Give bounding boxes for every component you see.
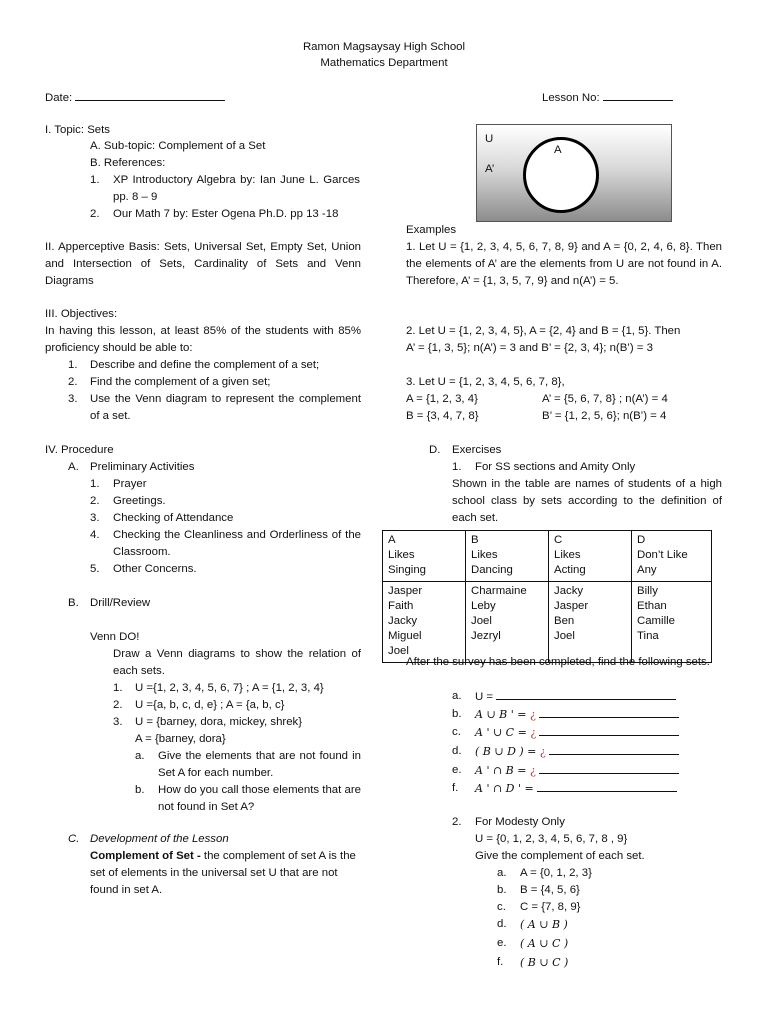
complement-item: C = {7, 8, 9} — [520, 901, 581, 913]
example-3-set-b: B = {3, 4, 7, 8} — [406, 410, 479, 422]
find-item — [475, 688, 676, 706]
answer-blank — [539, 762, 679, 774]
venn-universal-label: U — [485, 133, 494, 145]
procedure-heading: IV. Procedure — [45, 444, 114, 456]
answer-blank — [539, 724, 679, 736]
objective-item: Use the Venn diagram to represent the complement of a set. — [90, 393, 361, 422]
exercises-heading: Exercises — [452, 444, 502, 456]
set-desc: Likes — [471, 549, 498, 561]
example-3-set-b-complement: B’ = {1, 2, 5, 6}; n(B’) = 4 — [542, 410, 667, 422]
student-name: Jasper — [554, 600, 589, 612]
school-name: Ramon Magsaysay High School — [302, 41, 466, 53]
exercises-letter: D. — [429, 444, 441, 456]
dev-letter: C. — [68, 833, 80, 845]
exercise-part2-num: 2. — [452, 816, 462, 828]
student-name: Tina — [637, 630, 659, 642]
student-name: Jezryl — [471, 630, 501, 642]
drill-item: U = {barney, dora, mickey, shrek} — [135, 716, 303, 728]
venn-do-title: Venn DO! — [90, 631, 140, 643]
set-desc: Don’t Like — [637, 549, 688, 561]
find-item — [475, 780, 677, 798]
complement-item: B = {4, 5, 6} — [520, 884, 580, 896]
student-name: Camille — [637, 615, 675, 627]
student-name: Ben — [554, 615, 575, 627]
ref-num: 2. — [90, 208, 100, 220]
prelim-label: Preliminary Activities — [90, 461, 195, 473]
after-survey-text: After the survey has been completed, find the following sets. — [406, 656, 710, 668]
drill-question: Give the elements that are not found in Set A for each number. — [158, 750, 361, 779]
student-name: Jacky — [554, 585, 584, 597]
answer-blank — [496, 688, 676, 700]
prelim-item: Checking the Cleanliness and Orderliness of the Classroom. — [113, 529, 361, 558]
find-item-expr: A ' ∩ D ' = — [475, 782, 534, 795]
set-desc: Dancing — [471, 564, 513, 576]
lesson-no-field — [542, 89, 673, 107]
venn-complement-label: A’ — [485, 163, 495, 175]
red-glyph: ¿ — [530, 726, 537, 739]
drill-label: Drill/Review — [90, 597, 151, 609]
complement-item: ( A ∪ C ) — [520, 937, 569, 950]
exercise-part1-intro: Shown in the table are names of students of a high school class by sets according to the definition of each set. — [452, 478, 722, 524]
find-item-letter: e. — [452, 764, 462, 776]
student-name: Jasper — [388, 585, 423, 597]
drill-item: U ={1, 2, 3, 4, 5, 6, 7} ; A = {1, 2, 3, 4} — [135, 682, 324, 694]
complement-item: ( A ∪ B ) — [520, 918, 568, 931]
drill-item-sub: A = {barney, dora} — [135, 733, 226, 745]
student-name: Billy — [637, 585, 658, 597]
table-header-cell — [466, 531, 549, 582]
set-desc: Any — [637, 564, 657, 576]
example-3-set-a-complement: A’ = {5, 6, 7, 8} ; n(A’) = 4 — [542, 393, 668, 405]
topic-heading: I. Topic: Sets — [45, 124, 110, 136]
prelim-num: 3. — [90, 512, 100, 524]
set-desc: Likes — [388, 549, 415, 561]
red-glyph: ¿ — [529, 764, 536, 777]
table-header-row — [383, 531, 712, 582]
find-item-letter: a. — [452, 690, 462, 702]
objectives-intro: In having this lesson, at least 85% of the students with 85% proficiency should be able to: — [45, 325, 361, 354]
definition-text: the complement of set A is the set of elements in the universal set U that are not found in set A. — [90, 850, 356, 896]
exercise-part2-label: For Modesty Only — [475, 816, 565, 828]
drill-letter: B. — [68, 597, 79, 609]
student-name: Leby — [471, 600, 496, 612]
drill-item: U ={a, b, c, d, e} ; A = {a, b, c} — [135, 699, 285, 711]
table-header-cell — [632, 531, 712, 582]
reference-item: XP Introductory Algebra by: Ian June L. Garces pp. 8 – 9 — [113, 174, 360, 203]
table-cell — [549, 582, 632, 663]
red-glyph: ¿ — [539, 745, 546, 758]
example-2-line2: A’ = {1, 3, 5}; n(A’) = 3 and B’ = {2, 3, 4}; n(B’) = 3 — [406, 342, 653, 354]
prelim-item: Greetings. — [113, 495, 166, 507]
example-3-set-a: A = {1, 2, 3, 4} — [406, 393, 478, 405]
set-desc: Likes — [554, 549, 581, 561]
find-item — [475, 706, 679, 724]
prelim-num: 2. — [90, 495, 100, 507]
complement-item-letter: e. — [497, 937, 507, 949]
find-item-expr: A ∪ B ' = ¿ — [475, 708, 536, 721]
complement-item-letter: c. — [497, 901, 506, 913]
objective-num: 1. — [68, 359, 78, 371]
subtopic: A. Sub-topic: Complement of a Set — [90, 140, 266, 152]
student-name: Joel — [554, 630, 575, 642]
drill-num: 2. — [113, 699, 123, 711]
dev-label: Development of the Lesson — [90, 833, 229, 845]
exercise-part2-universe: U = {0, 1, 2, 3, 4, 5, 6, 7, 8 , 9} — [475, 833, 628, 845]
examples-heading: Examples — [406, 224, 457, 236]
drill-question-letter: b. — [135, 784, 145, 796]
prelim-letter: A. — [68, 461, 79, 473]
table-header-cell — [383, 531, 466, 582]
student-name: Charmaine — [471, 585, 527, 597]
venn-instruction: Draw a Venn diagrams to show the relation of each sets. — [113, 648, 361, 677]
find-item-expr: ( B ∪ D ) = ¿ — [475, 745, 546, 758]
student-sets-table — [382, 530, 712, 663]
lesson-no-blank — [603, 89, 673, 101]
prelim-item: Checking of Attendance — [113, 512, 234, 524]
table-cell — [632, 582, 712, 663]
prelim-num: 4. — [90, 529, 100, 541]
prelim-item: Prayer — [113, 478, 147, 490]
set-letter: B — [471, 534, 479, 546]
exercise-part1-label: For SS sections and Amity Only — [475, 461, 636, 473]
set-letter: A — [388, 534, 396, 546]
table-cell — [466, 582, 549, 663]
find-item-expr: A ' ∩ B = ¿ — [475, 764, 536, 777]
find-item-expr: U = — [475, 691, 494, 703]
table-cell — [383, 582, 466, 663]
objective-num: 3. — [68, 393, 78, 405]
example-3-line1: 3. Let U = {1, 2, 3, 4, 5, 6, 7, 8}, — [406, 376, 565, 388]
find-item-letter: d. — [452, 745, 462, 757]
find-item — [475, 724, 679, 742]
department-name: Mathematics Department — [320, 57, 448, 69]
references-label: B. References: — [90, 157, 166, 169]
prelim-num: 1. — [90, 478, 100, 490]
example-1: 1. Let U = {1, 2, 3, 4, 5, 6, 7, 8, 9} and A = {0, 2, 4, 6, 8}. Then the elements of A’ are the elements from U are not found in A. Therefore, A’ = {1, 3, 5, 7, 9} and n(A’) = 5. — [406, 241, 722, 287]
date-field — [45, 89, 225, 107]
find-item-expr: A ' ∪ C = ¿ — [475, 726, 537, 739]
date-blank — [75, 89, 225, 101]
find-item — [475, 743, 679, 761]
find-item-letter: f. — [452, 782, 459, 794]
prelim-item: Other Concerns. — [113, 563, 197, 575]
venn-diagram — [476, 124, 672, 222]
exercise-part1-num: 1. — [452, 461, 462, 473]
drill-question: How do you call those elements that are not found in Set A? — [158, 784, 361, 813]
find-item-letter: b. — [452, 708, 462, 720]
student-name: Joel — [388, 645, 409, 657]
apperceptive-basis: II. Apperceptive Basis: Sets, Universal Set, Empty Set, Union and Intersection of Sets, Cardinality of Sets and Venn Diagrams — [45, 241, 361, 287]
answer-blank — [539, 706, 679, 718]
complement-item-letter: b. — [497, 884, 507, 896]
complement-item-letter: d. — [497, 918, 507, 930]
drill-num: 3. — [113, 716, 123, 728]
answer-blank — [549, 743, 679, 755]
prelim-num: 5. — [90, 563, 100, 575]
set-letter: D — [637, 534, 646, 546]
date-label: Date: — [45, 92, 73, 104]
objective-num: 2. — [68, 376, 78, 388]
ref-num: 1. — [90, 174, 100, 186]
complement-definition — [90, 848, 361, 899]
set-desc: Acting — [554, 564, 586, 576]
set-letter: C — [554, 534, 563, 546]
venn-set-a-label: A — [554, 144, 562, 156]
example-2-line1: 2. Let U = {1, 2, 3, 4, 5}, A = {2, 4} and B = {1, 5}. Then — [406, 325, 681, 337]
find-item-letter: c. — [452, 726, 461, 738]
student-name: Joel — [471, 615, 492, 627]
table-header-cell — [549, 531, 632, 582]
complement-item: A = {0, 1, 2, 3} — [520, 867, 592, 879]
answer-blank — [537, 780, 677, 792]
table-row — [383, 582, 712, 663]
set-desc: Singing — [388, 564, 426, 576]
objective-item: Describe and define the complement of a set; — [90, 359, 320, 371]
student-name: Jacky — [388, 615, 418, 627]
objective-item: Find the complement of a given set; — [90, 376, 271, 388]
student-name: Miguel — [388, 630, 422, 642]
drill-num: 1. — [113, 682, 123, 694]
student-name: Faith — [388, 600, 414, 612]
definition-term: Complement of Set - — [90, 850, 201, 862]
drill-question-letter: a. — [135, 750, 145, 762]
red-glyph: ¿ — [529, 708, 536, 721]
lesson-no-label: Lesson No: — [542, 92, 600, 104]
complement-item: ( B ∪ C ) — [520, 956, 569, 969]
find-item — [475, 762, 679, 780]
complement-item-letter: a. — [497, 867, 507, 879]
exercise-part2-instruction: Give the complement of each set. — [475, 850, 645, 862]
objectives-heading: III. Objectives: — [45, 308, 118, 320]
student-name: Ethan — [637, 600, 667, 612]
complement-item-letter: f. — [497, 956, 504, 968]
reference-item: Our Math 7 by: Ester Ogena Ph.D. pp 13 -18 — [113, 208, 339, 220]
